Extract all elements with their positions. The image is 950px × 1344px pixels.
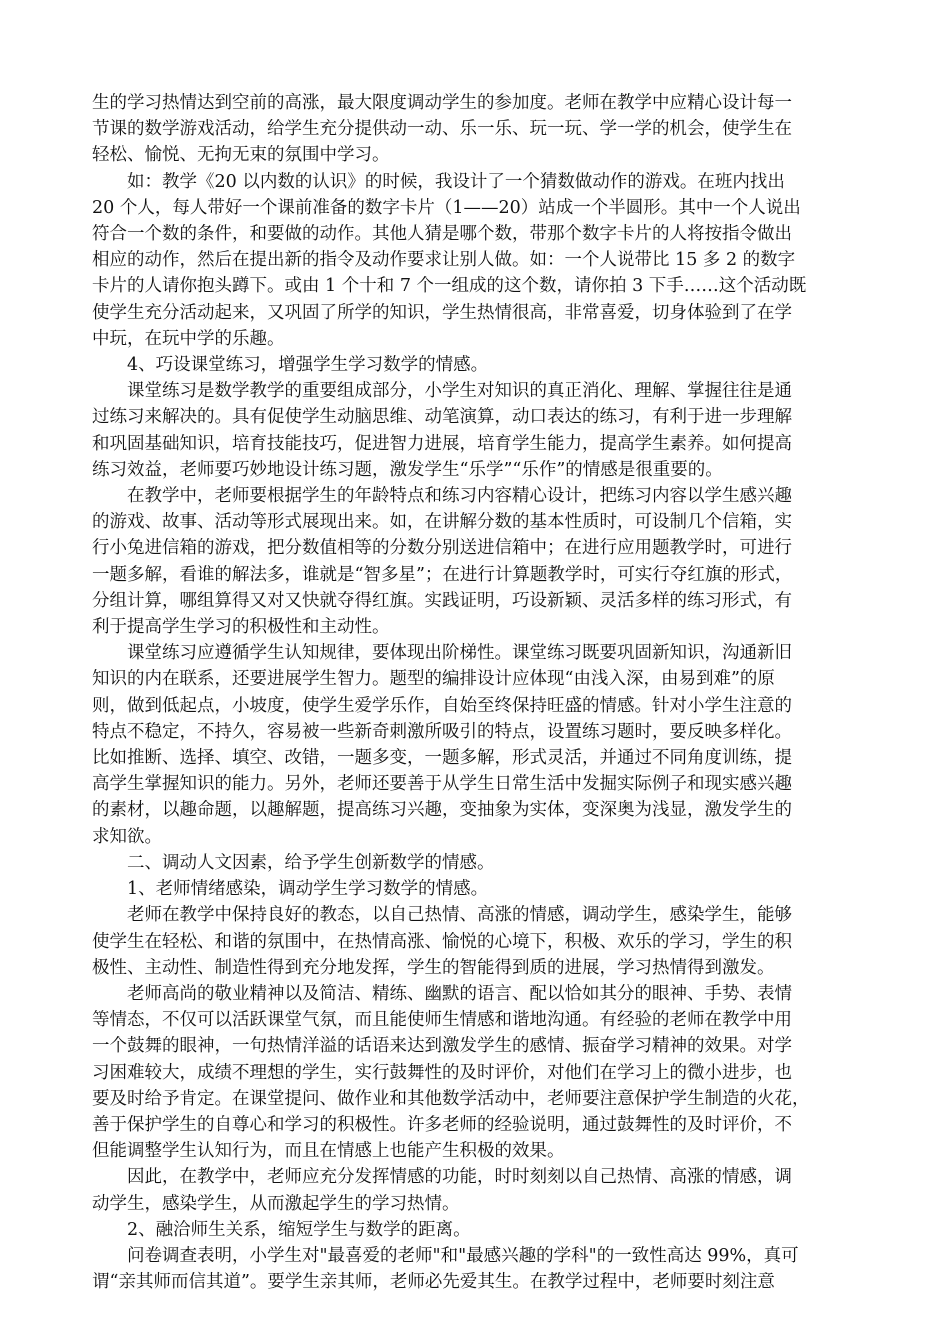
text-line: 2、融洽师生关系，缩短学生与数学的距离。: [127, 1219, 471, 1240]
text-line: 分组计算，哪组算得又对又快就夺得红旗。实践证明，巧设新颖、灵活多样的练习形式，有: [92, 590, 792, 611]
text-line: 比如推断、选择、填空、改错，一题多变，一题多解，形式灵活，并通过不同角度训练，提: [92, 748, 792, 769]
text-line: 课堂练习应遵循学生认知规律，要体现出阶梯性。课堂练习既要巩固新知识，沟通新旧: [127, 643, 792, 664]
text-line: 和巩固基础知识，培育技能技巧，促进智力进展，培育学生能力，提高学生素养。如何提高: [92, 433, 792, 454]
text-line: 谓“亲其师而信其道”。要学生亲其师，老师必先爱其生。在教学过程中，老师要时刻注意: [92, 1272, 775, 1293]
text-line: 20 个人，每人带好一个课前准备的数字卡片（1——20）站成一个半圆形。其中一个人说出: [92, 197, 801, 218]
text-line: 要及时给予肯定。在课堂提问、做作业和其他数学活动中，老师要注意保护学生制造的火花，: [92, 1088, 810, 1109]
text-line: 二、调动人文因素，给予学生创新数学的情感。: [127, 852, 495, 873]
text-line: 课堂练习是数学教学的重要组成部分，小学生对知识的真正消化、理解、掌握往往是通: [127, 381, 792, 402]
text-line: 习困难较大，成绩不理想的学生，实行鼓舞性的及时评价，对他们在学习上的微小进步，也: [92, 1062, 792, 1083]
text-line: 符合一个数的条件，和要做的动作。其他人猜是哪个数，带那个数字卡片的人将按指令做出: [92, 224, 792, 245]
text-line: 善于保护学生的自尊心和学习的积极性。许多老师的经验说明，通过鼓舞性的及时评价，不: [92, 1114, 792, 1135]
text-line: 特点不稳定，不持久，容易被一些新奇刺激所吸引的特点，设置练习题时，要反映多样化。: [92, 721, 792, 742]
text-line: 求知欲。: [92, 826, 162, 847]
text-line: 因此，在教学中，老师应充分发挥情感的功能，时时刻刻以自己热情、高涨的情感，调: [127, 1167, 792, 1188]
text-line: 老师高尚的敬业精神以及简洁、精练、幽默的语言、配以恰如其分的眼神、手势、表情: [127, 983, 792, 1004]
text-line: 过练习来解决的。具有促使学生动脑思维、动笔演算，动口表达的练习，有利于进一步理解: [92, 407, 792, 428]
text-line: 生的学习热情达到空前的高涨，最大限度调动学生的参加度。老师在教学中应精心设计每一: [92, 93, 792, 113]
text-line: 高学生掌握知识的能力。另外，老师还要善于从学生日常生活中发掘实际例子和现实感兴趣: [92, 774, 792, 795]
text-line: 问卷调查表明，小学生对"最喜爱的老师"和"最感兴趣的学科"的一致性高达 99%，真可: [127, 1245, 799, 1266]
text-line: 使学生充分活动起来，又巩固了所学的知识，学生热情很高，非常喜爱，切身体验到了在学: [92, 302, 792, 323]
text-line: 如：教学《20 以内数的认识》的时候，我设计了一个猜数做动作的游戏。在班内找出: [127, 171, 785, 192]
text-line: 练习效益，老师要巧妙地设计练习题，激发学生“乐学”“乐作”的情感是很重要的。: [92, 459, 723, 480]
text-line: 4、巧设课堂练习，增强学生学习数学的情感。: [127, 355, 489, 376]
text-line: 利于提高学生学习的积极性和主动性。: [92, 617, 390, 638]
text-line: 节课的数学游戏活动，给学生充分提供动一动、乐一乐、玩一玩、学一学的机会，使学生在: [92, 119, 792, 140]
text-line: 使学生在轻松、和谐的氛围中，在热情高涨、愉悦的心境下，积极、欢乐的学习，学生的积: [92, 931, 792, 952]
text-line: 但能调整学生认知行为，而且在情感上也能产生积极的效果。: [92, 1141, 565, 1162]
text-line: 轻松、愉悦、无拘无束的氛围中学习。: [92, 145, 390, 166]
text-line: 等情态，不仅可以活跃课堂气氛，而且能使师生情感和谐地沟通。有经验的老师在教学中用: [92, 1010, 792, 1031]
text-line: 则，做到低起点，小坡度，使学生爱学乐作，自始至终保持旺盛的情感。针对小学生注意的: [92, 695, 792, 716]
text-line: 老师在教学中保持良好的教态，以自己热情、高涨的情感，调动学生，感染学生，能够: [127, 905, 792, 926]
text-line: 行小兔进信箱的游戏，把分数值相等的分数分别送进信箱中；在进行应用题教学时，可进行: [92, 538, 792, 559]
text-line: 极性、主动性、制造性得到充分地发挥，学生的智能得到质的进展，学习热情得到激发。: [92, 957, 775, 978]
document-page: [92, 90, 862, 1295]
text-line: 一个鼓舞的眼神，一句热情洋溢的话语来达到激发学生的感情、振奋学习精神的效果。对学: [92, 1036, 792, 1057]
text-line: 一题多解，看谁的解法多，谁就是“智多星”；在进行计算题教学时，可实行夺红旗的形式，: [92, 564, 793, 585]
text-line: 在教学中，老师要根据学生的年龄特点和练习内容精心设计，把练习内容以学生感兴趣: [127, 486, 792, 507]
text-line: 卡片的人请你抱头蹲下。或由 1 个十和 7 个一组成的这个数，请你拍 3 下手……这个活动既: [92, 276, 807, 297]
text-line: 相应的动作，然后在提出新的指令及动作要求让别人做。如：一个人说带比 15 多 2 的数字: [92, 250, 796, 271]
text-line: 动学生，感染学生，从而激起学生的学习热情。: [92, 1193, 460, 1214]
text-line: 的素材，以趣命题，以趣解题，提高练习兴趣，变抽象为实体，变深奥为浅显，激发学生的: [92, 800, 792, 821]
text-line: 知识的内在联系，还要进展学生智力。题型的编排设计应体现“由浅入深，由易到难”的原: [92, 669, 775, 690]
text-line: 中玩，在玩中学的乐趣。: [92, 328, 285, 349]
text-line: 1、老师情绪感染，调动学生学习数学的情感。: [127, 879, 489, 900]
text-line: 的游戏、故事、活动等形式展现出来。如，在讲解分数的基本性质时，可设制几个信箱，实: [92, 512, 792, 533]
